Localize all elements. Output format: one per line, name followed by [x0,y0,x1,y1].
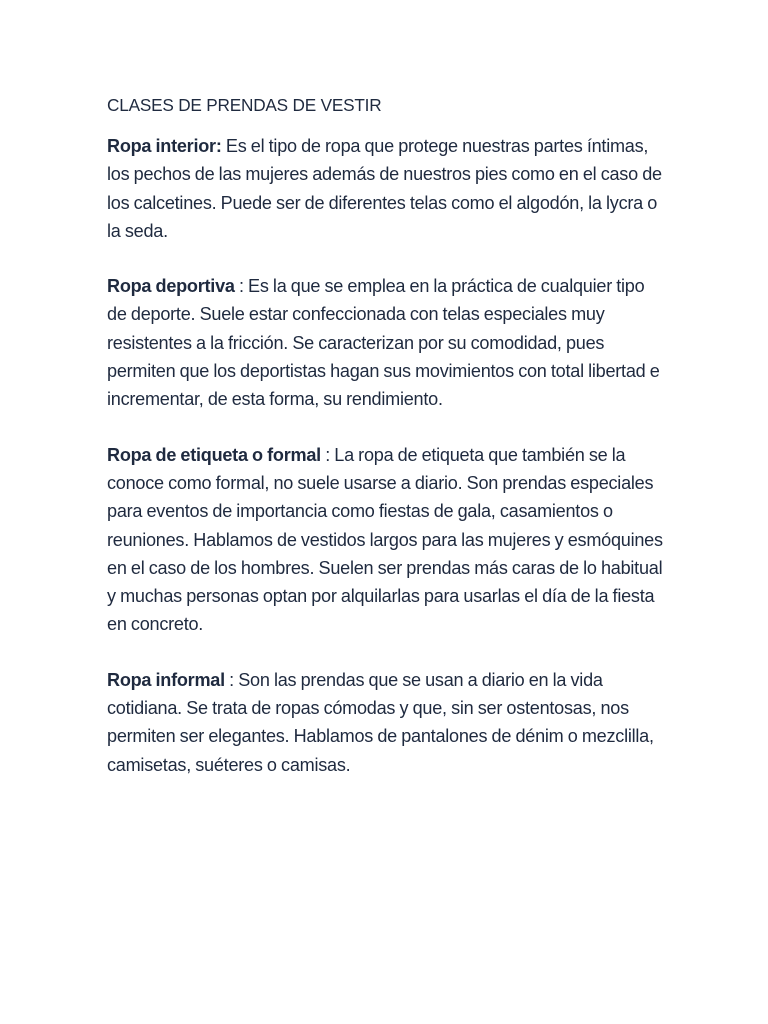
section-term: Ropa deportiva [107,276,235,297]
document-body [107,92,667,806]
section-text: : Son las prendas que se usan a diario en la vida cotidiana. Se trata de ropas cómodas y que, sin ser ostentosas, nos permiten ser elegantes. Hablamos de pantalones de dénim o mezclilla, camisetas, suéteres o camisas. [107,669,654,775]
section-text: : La ropa de etiqueta que también se la conoce como formal, no suele usarse a diario. Son prendas especiales para eventos de importancia como fiestas de gala, casamientos o reuniones. Hablamos de vestidos largos para las mujeres y esmóquines en el caso de los hombres. Suelen ser prendas más caras de lo habitual y muchas personas optan por alquilarlas para usarlas el día de la fiesta en concreto. [107,444,663,635]
section-text: Es el tipo de ropa que protege nuestras partes íntimas, los pechos de las mujeres además de nuestros pies como en el caso de los calcetines. Puede ser de diferentes telas como el algodón, la lycra o la seda. [107,136,662,241]
section-term: Ropa informal [107,669,225,690]
page-title: CLASES DE PRENDAS DE VESTIR [107,95,382,115]
section-ropa-interior [107,132,667,245]
section-ropa-deportiva [107,272,667,413]
section-text: : Es la que se emplea en la práctica de cualquier tipo de deporte. Suele estar confeccionada con telas especiales muy resistentes a la fricción. Se caracterizan por su comodidad, pues permiten que los deportistas hagan sus movimientos con total libertad e incrementar, de esta forma, su rendimiento. [107,276,660,410]
section-term: Ropa interior: [107,136,222,156]
section-term: Ropa de etiqueta o formal [107,444,321,465]
section-ropa-informal [107,666,667,779]
section-ropa-etiqueta [107,441,667,639]
